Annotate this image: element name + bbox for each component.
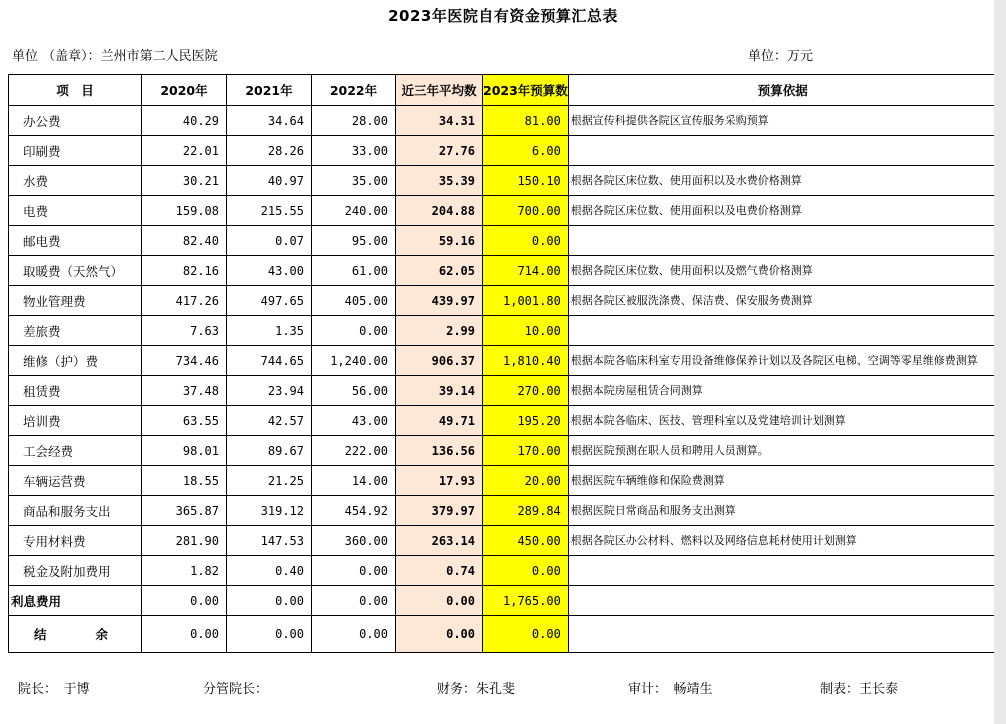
cell-2022: 14.00 (312, 466, 396, 496)
cell-2020: 0.00 (142, 616, 227, 653)
cell-2021: 34.64 (227, 106, 312, 136)
cell-2022: 222.00 (312, 436, 396, 466)
cell-2022: 360.00 (312, 526, 396, 556)
cell-budget-basis: 根据各院区床位数、使用面积以及燃气费价格测算 (568, 256, 997, 286)
cell-2021: 0.40 (227, 556, 312, 586)
row-item-label: 专用材料费 (9, 526, 142, 556)
cell-2022: 0.00 (312, 556, 396, 586)
cell-budget-basis: 根据医院车辆维修和保险费测算 (568, 466, 997, 496)
cell-2020: 30.21 (142, 166, 227, 196)
cell-2023-budget: 1,001.80 (483, 286, 569, 316)
table-row (9, 196, 998, 226)
cell-2023-budget: 0.00 (483, 616, 569, 653)
cell-budget-basis: 根据医院日常商品和服务支出测算 (568, 496, 997, 526)
cell-budget-basis: 根据本院各临床科室专用设备维修保养计划以及各院区电梯、空调等零星维修费测算 (568, 346, 997, 376)
cell-budget-basis (568, 226, 997, 256)
page-title: 2023年医院自有资金预算汇总表 (388, 7, 618, 25)
table-row (9, 106, 998, 136)
cell-2020: 22.01 (142, 136, 227, 166)
row-item-label: 办公费 (9, 106, 142, 136)
row-item-label: 取暖费（天然气） (9, 256, 142, 286)
cell-2023-budget: 6.00 (483, 136, 569, 166)
cell-2021: 0.07 (227, 226, 312, 256)
row-item-label: 租赁费 (9, 376, 142, 406)
cell-2023-budget: 170.00 (483, 436, 569, 466)
row-item-label: 车辆运营费 (9, 466, 142, 496)
cell-2020: 37.48 (142, 376, 227, 406)
cell-budget-basis: 根据本院房屋租赁合同测算 (568, 376, 997, 406)
cell-2022: 240.00 (312, 196, 396, 226)
row-item-label: 邮电费 (9, 226, 142, 256)
cell-2020: 63.55 (142, 406, 227, 436)
table-row (9, 346, 998, 376)
cell-2023-budget: 714.00 (483, 256, 569, 286)
cell-2021: 1.35 (227, 316, 312, 346)
cell-three-year-average: 34.31 (396, 106, 483, 136)
row-item-label: 差旅费 (9, 316, 142, 346)
row-item-label: 工会经费 (9, 436, 142, 466)
table-row (9, 586, 998, 616)
cell-three-year-average: 0.00 (396, 586, 483, 616)
cell-three-year-average: 49.71 (396, 406, 483, 436)
cell-2023-budget: 81.00 (483, 106, 569, 136)
cell-three-year-average: 906.37 (396, 346, 483, 376)
table-row (9, 256, 998, 286)
cell-2020: 1.82 (142, 556, 227, 586)
cell-2023-budget: 195.20 (483, 406, 569, 436)
cell-2022: 0.00 (312, 616, 396, 653)
cell-2023-budget: 1,810.40 (483, 346, 569, 376)
cell-2021: 215.55 (227, 196, 312, 226)
cell-three-year-average: 39.14 (396, 376, 483, 406)
cell-three-year-average: 0.74 (396, 556, 483, 586)
cell-2022: 43.00 (312, 406, 396, 436)
cell-2023-budget: 0.00 (483, 226, 569, 256)
cell-2020: 0.00 (142, 586, 227, 616)
footer-audit: 审计： 畅靖生 (628, 682, 713, 697)
cell-2021: 0.00 (227, 586, 312, 616)
cell-three-year-average: 263.14 (396, 526, 483, 556)
cell-budget-basis (568, 556, 997, 586)
cell-2023-budget: 10.00 (483, 316, 569, 346)
cell-2022: 405.00 (312, 286, 396, 316)
cell-2021: 744.65 (227, 346, 312, 376)
header-2021: 2021年 (227, 75, 312, 106)
cell-budget-basis (568, 616, 997, 653)
cell-2022: 28.00 (312, 106, 396, 136)
table-row (9, 526, 998, 556)
row-item-label: 电费 (9, 196, 142, 226)
table-row (9, 436, 998, 466)
cell-2021: 89.67 (227, 436, 312, 466)
row-item-label: 税金及附加费用 (9, 556, 142, 586)
cell-2021: 147.53 (227, 526, 312, 556)
cell-2021: 28.26 (227, 136, 312, 166)
cell-2023-budget: 20.00 (483, 466, 569, 496)
cell-2021: 497.65 (227, 286, 312, 316)
cell-three-year-average: 0.00 (396, 616, 483, 653)
row-item-label: 物业管理费 (9, 286, 142, 316)
row-item-label: 利息费用 (9, 586, 142, 616)
table-row (9, 226, 998, 256)
currency-unit-label: 单位：万元 (748, 49, 814, 64)
cell-2022: 95.00 (312, 226, 396, 256)
cell-budget-basis: 根据各院区床位数、使用面积以及水费价格测算 (568, 166, 997, 196)
cell-budget-basis (568, 316, 997, 346)
table-row (9, 316, 998, 346)
cell-budget-basis (568, 136, 997, 166)
table-row (9, 616, 998, 653)
cell-2020: 365.87 (142, 496, 227, 526)
footer-finance: 财务：朱孔斐 (437, 682, 516, 697)
table-row (9, 286, 998, 316)
cell-2023-budget: 289.84 (483, 496, 569, 526)
cell-budget-basis: 根据各院区被服洗涤费、保洁费、保安服务费测算 (568, 286, 997, 316)
table-row (9, 466, 998, 496)
cell-three-year-average: 27.76 (396, 136, 483, 166)
header-budget-basis: 预算依据 (568, 75, 997, 106)
cell-budget-basis: 根据各院区办公材料、燃料以及网络信息耗材使用计划测算 (568, 526, 997, 556)
cell-2022: 1,240.00 (312, 346, 396, 376)
cell-2022: 61.00 (312, 256, 396, 286)
cell-three-year-average: 379.97 (396, 496, 483, 526)
cell-2021: 42.57 (227, 406, 312, 436)
cell-2023-budget: 270.00 (483, 376, 569, 406)
header-three-year-average: 近三年平均数 (396, 75, 483, 106)
cell-three-year-average: 35.39 (396, 166, 483, 196)
cell-three-year-average: 136.56 (396, 436, 483, 466)
row-item-label: 结 余 (9, 616, 142, 653)
footer-president: 院长： 于博 (18, 682, 90, 697)
cell-three-year-average: 59.16 (396, 226, 483, 256)
cell-2020: 82.40 (142, 226, 227, 256)
cell-2020: 159.08 (142, 196, 227, 226)
header-2022: 2022年 (312, 75, 396, 106)
table-header-row (9, 75, 998, 106)
row-item-label: 维修（护）费 (9, 346, 142, 376)
cell-2020: 734.46 (142, 346, 227, 376)
unit-stamp-label: 单位 （盖章）：兰州市第二人民医院 (12, 49, 218, 64)
header-2023-budget: 2023年预算数 (483, 75, 569, 106)
cell-2022: 33.00 (312, 136, 396, 166)
cell-budget-basis: 根据各院区床位数、使用面积以及电费价格测算 (568, 196, 997, 226)
cell-budget-basis (568, 586, 997, 616)
cell-three-year-average: 439.97 (396, 286, 483, 316)
cell-2022: 35.00 (312, 166, 396, 196)
table-row (9, 136, 998, 166)
cell-2020: 281.90 (142, 526, 227, 556)
row-item-label: 水费 (9, 166, 142, 196)
cell-2022: 56.00 (312, 376, 396, 406)
row-item-label: 商品和服务支出 (9, 496, 142, 526)
cell-2022: 0.00 (312, 586, 396, 616)
cell-2021: 319.12 (227, 496, 312, 526)
window-edge (994, 0, 1006, 724)
budget-summary-table (8, 74, 998, 653)
row-item-label: 印刷费 (9, 136, 142, 166)
cell-2023-budget: 450.00 (483, 526, 569, 556)
cell-2020: 40.29 (142, 106, 227, 136)
cell-2023-budget: 1,765.00 (483, 586, 569, 616)
cell-budget-basis: 根据宣传科提供各院区宣传服务采购预算 (568, 106, 997, 136)
cell-2020: 98.01 (142, 436, 227, 466)
cell-2021: 40.97 (227, 166, 312, 196)
table-row (9, 496, 998, 526)
table-row (9, 166, 998, 196)
cell-budget-basis: 根据本院各临床、医技、管理科室以及党建培训计划测算 (568, 406, 997, 436)
cell-three-year-average: 17.93 (396, 466, 483, 496)
footer-vice-president: 分管院长： (203, 682, 269, 697)
cell-2020: 7.63 (142, 316, 227, 346)
cell-2023-budget: 0.00 (483, 556, 569, 586)
cell-2020: 82.16 (142, 256, 227, 286)
header-2020: 2020年 (142, 75, 227, 106)
cell-2023-budget: 700.00 (483, 196, 569, 226)
cell-2022: 454.92 (312, 496, 396, 526)
cell-three-year-average: 204.88 (396, 196, 483, 226)
table-row (9, 556, 998, 586)
table-row (9, 406, 998, 436)
cell-2021: 43.00 (227, 256, 312, 286)
cell-three-year-average: 2.99 (396, 316, 483, 346)
cell-three-year-average: 62.05 (396, 256, 483, 286)
table-row (9, 376, 998, 406)
cell-2020: 18.55 (142, 466, 227, 496)
cell-2021: 23.94 (227, 376, 312, 406)
footer-preparer: 制表：王长泰 (820, 682, 899, 697)
cell-2021: 21.25 (227, 466, 312, 496)
cell-2021: 0.00 (227, 616, 312, 653)
cell-2023-budget: 150.10 (483, 166, 569, 196)
cell-2022: 0.00 (312, 316, 396, 346)
cell-2020: 417.26 (142, 286, 227, 316)
row-item-label: 培训费 (9, 406, 142, 436)
header-item: 项 目 (9, 75, 142, 106)
cell-budget-basis: 根据医院预测在职人员和聘用人员测算。 (568, 436, 997, 466)
